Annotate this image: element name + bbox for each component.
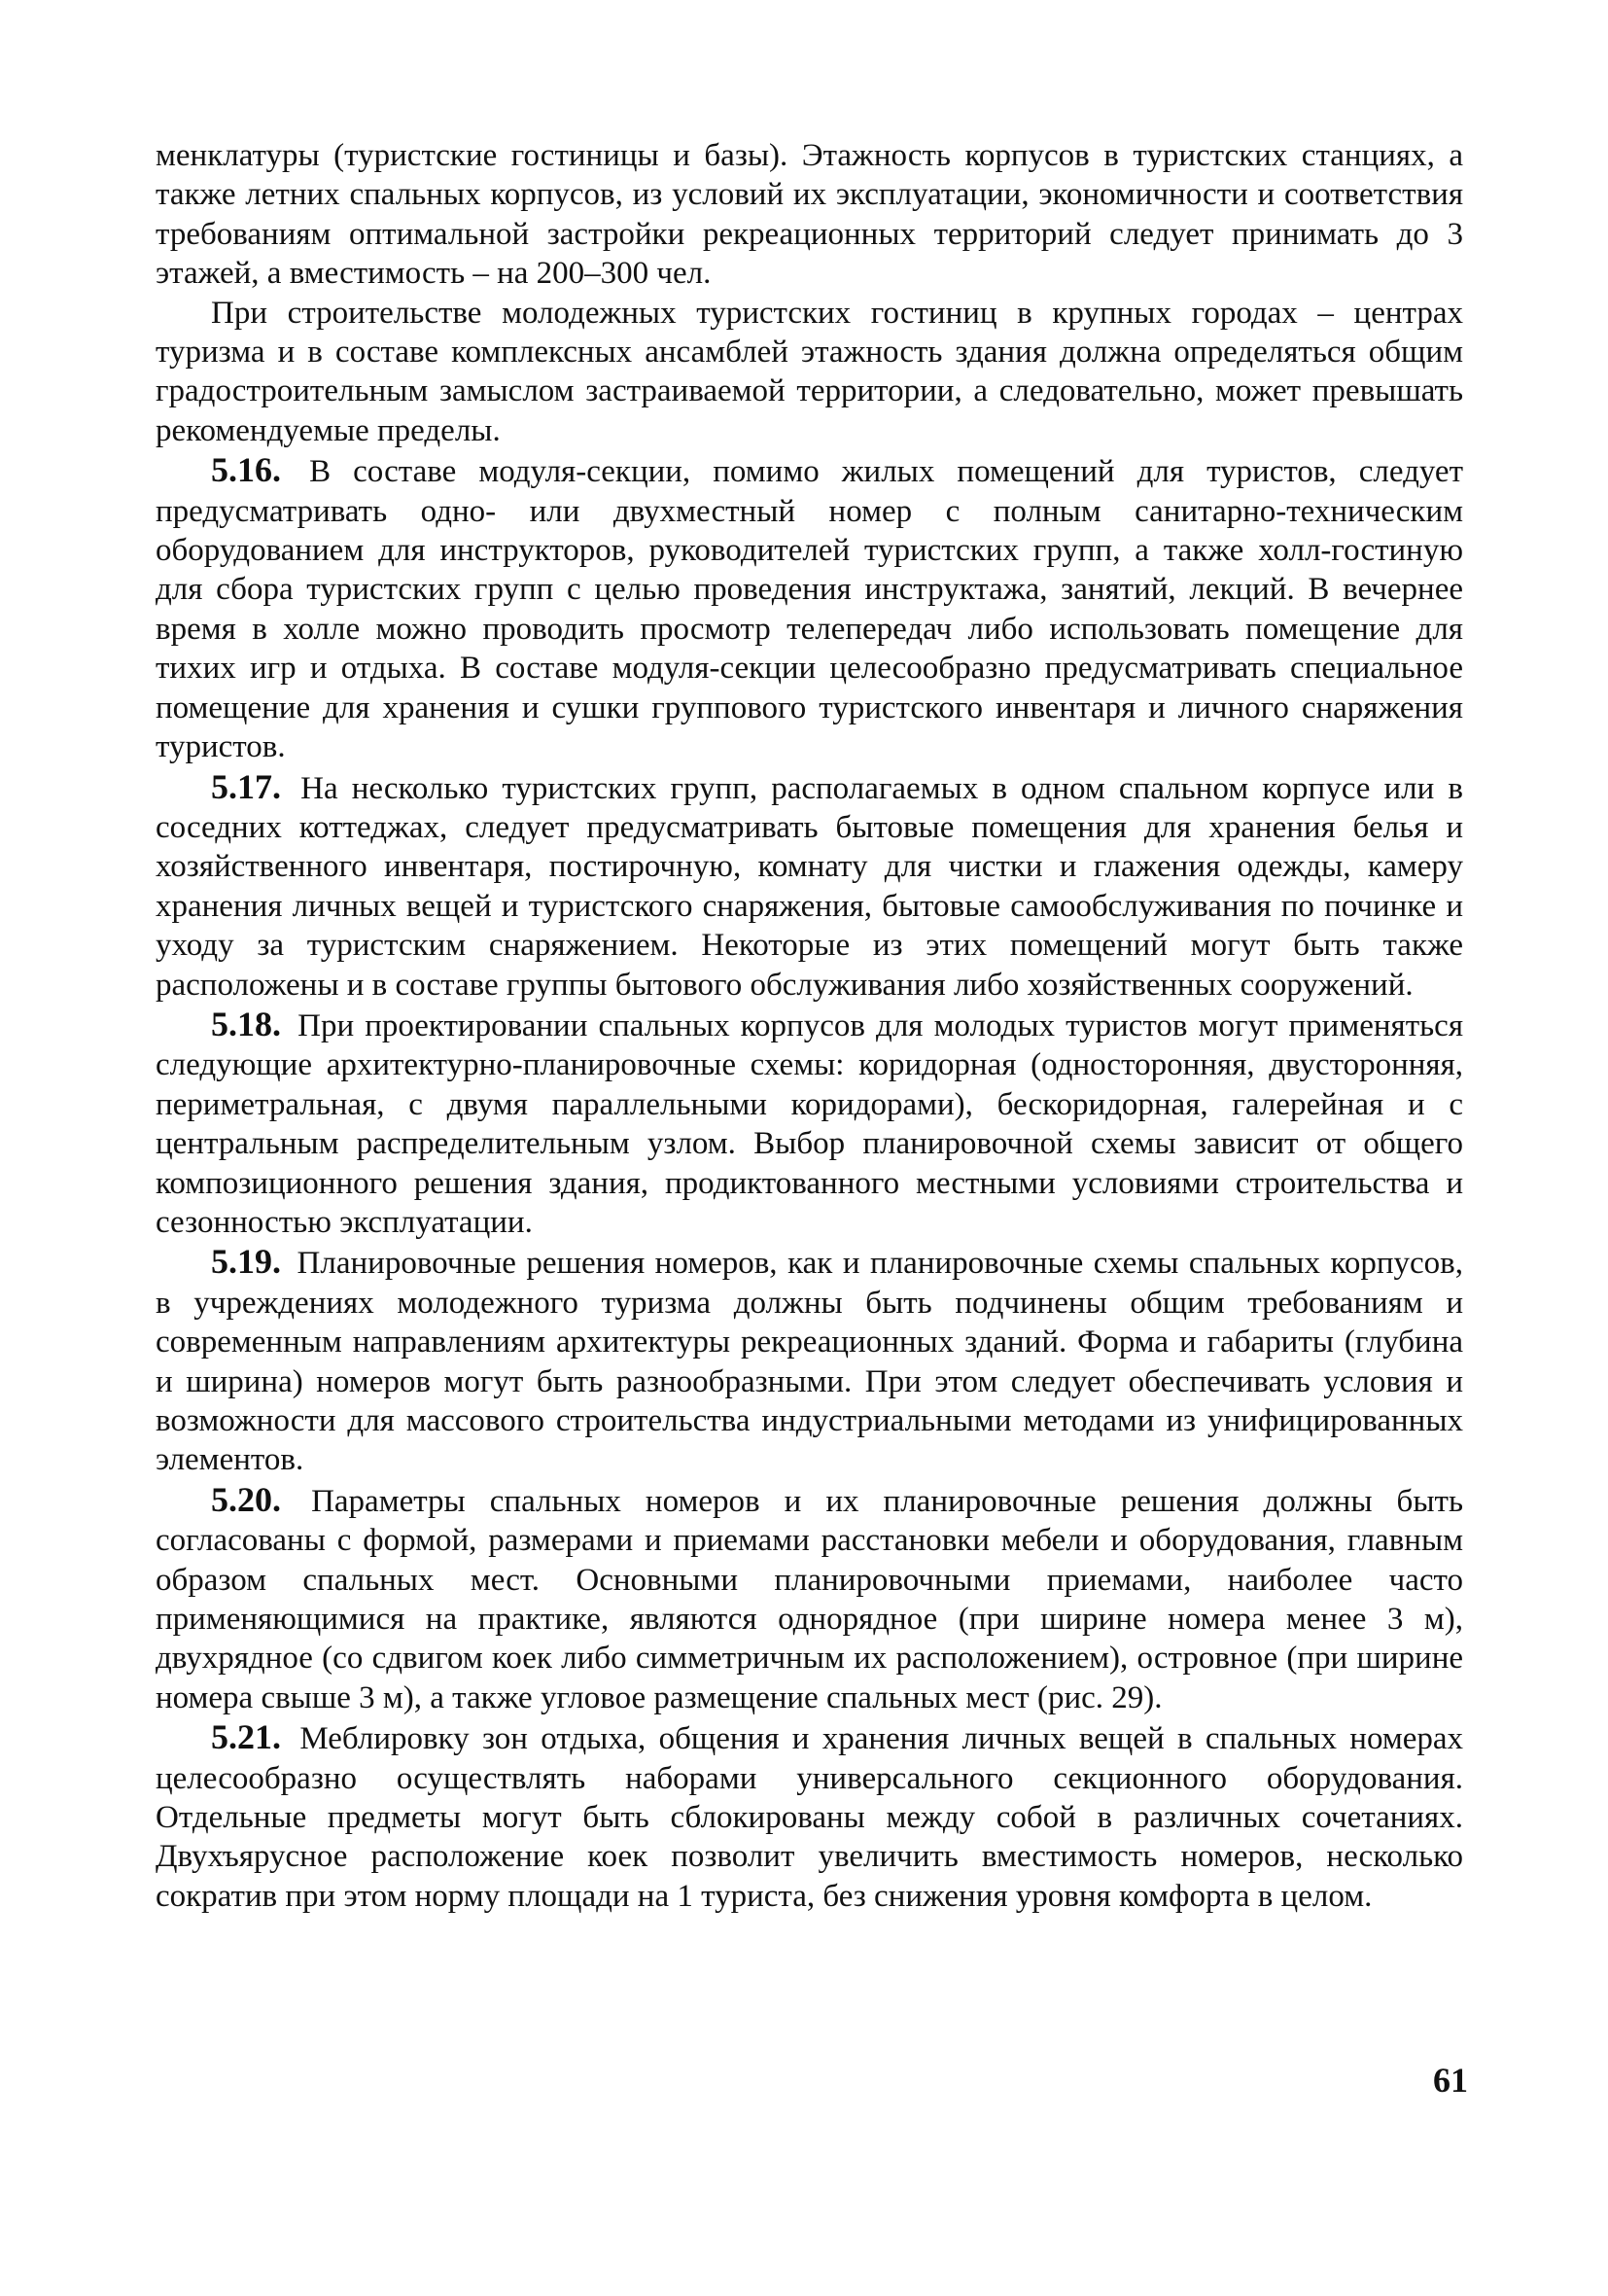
paragraph-number: 5.19. [211,1242,281,1282]
paragraph-number: 5.20. [211,1479,281,1519]
paragraph-5-20 [156,1480,1463,1717]
paragraph-text: Меблировку зон отдыха, общения и хранения личных вещей в спальных номерах целесообразно осуществлять наборами универсального секционного оборудования. Отдельные предметы могут быть сблокированы между собой в различных сочетаниях. Двухъярусное расположение коек позволит увеличить вместимость номеров, несколько сократив при этом норму площади на 1 туриста, без снижения уровня комфорта в целом. [156,1721,1463,1914]
paragraph-continuation [156,136,1463,294]
paragraph-5-16 [156,450,1463,766]
paragraph-hotel-height [156,294,1463,451]
paragraph-text: На несколько туристских групп, располагаемых в одном спальном корпусе или в соседних коттеджах, следует предусматривать бытовые помещения для хранения белья и хозяйственного инвентаря, постирочную, комнату для чистки и глажения одежды, камеру хранения личных вещей и туристского снаряжения, бытовые самообслуживания по починке и уходу за туристским снаряжением. Некоторые из этих помещений могут быть также расположены и в составе группы бытового обслуживания либо хозяйственных сооружений. [156,770,1463,1003]
paragraph-5-21 [156,1717,1463,1916]
paragraph-5-18 [156,1005,1463,1242]
page-number: 61 [1433,2061,1468,2100]
paragraph-text: В составе модуля-секции, помимо жилых помещений для туристов, следует предусматривать одно- или двухместный номер с полным санитарно-техническим оборудованием для инструкторов, руководителей туристских групп, а также холл-гостиную для сбора туристских групп с целью проведения инструктажа, занятий, лекций. В вечернее время в холле можно проводить просмотр телепередач либо использовать помещение для тихих игр и отдыха. В составе модуля-секции целесообразно предусматривать специальное помещение для хранения и сушки группового туристского инвентаря и личного снаряжения туристов. [156,454,1463,765]
paragraph-number: 5.17. [211,766,281,806]
paragraph-text: Параметры спальных номеров и их планировочные решения должны быть согласованы с формой, размерами и приемами расстановки мебели и оборудования, главным образом спальных мест. Основными планировочными приемами, наиболее часто применяющимися на практике, являются однорядное (при ширине номера менее 3 м), двухрядное (со сдвигом коек либо симметричным их расположением), островное (при ширине номера свыше 3 м), а также угловое размещение спальных мест (рис. 29). [156,1483,1463,1715]
paragraph-text: При проектировании спальных корпусов для молодых туристов могут применяться следующие архитектурно-планировочные схемы: коридорная (односторонняя, двусторонняя, периметральная, с двумя параллельными коридорами), бескоридорная, галерейная и с центральным распределительным узлом. Выбор планировочной схемы зависит от общего композиционного решения здания, продиктованного местными условиями строительства и сезонностью эксплуатации. [156,1007,1464,1240]
paragraph-number: 5.21. [211,1717,281,1757]
paragraph-number: 5.16. [211,450,281,490]
paragraph-5-17 [156,767,1463,1005]
body-text [156,136,1463,1916]
paragraph-number: 5.18. [211,1004,281,1043]
paragraph-text: При строительстве молодежных туристских гостиниц в крупных городах – центрах туризма и в составе комплексных ансамблей этажность здания должна определяться общим градостроительным замыслом застраиваемой территории, а следовательно, может превышать рекомендуемые пределы. [156,295,1463,448]
paragraph-5-19 [156,1242,1463,1479]
paragraph-text: менклатуры (туристские гостиницы и базы). Этажность корпусов в туристских станциях, а также летних спальных корпусов, из условий их эксплуатации, экономичности и соответствия требованиям оптимальной застройки рекреационных территорий следует принимать до 3 этажей, а вместимость – на 200–300 чел. [156,138,1463,292]
paragraph-text: Планировочные решения номеров, как и планировочные схемы спальных корпусов, в учреждениях молодежного туризма должны быть подчинены общим требованиям и современным направлениям архитектуры рекреационных зданий. Форма и габариты (глубина и ширина) номеров могут быть разнообразными. При этом следует обеспечивать условия и возможности для массового строительства индустриальными методами из унифицированных элементов. [156,1246,1464,1478]
